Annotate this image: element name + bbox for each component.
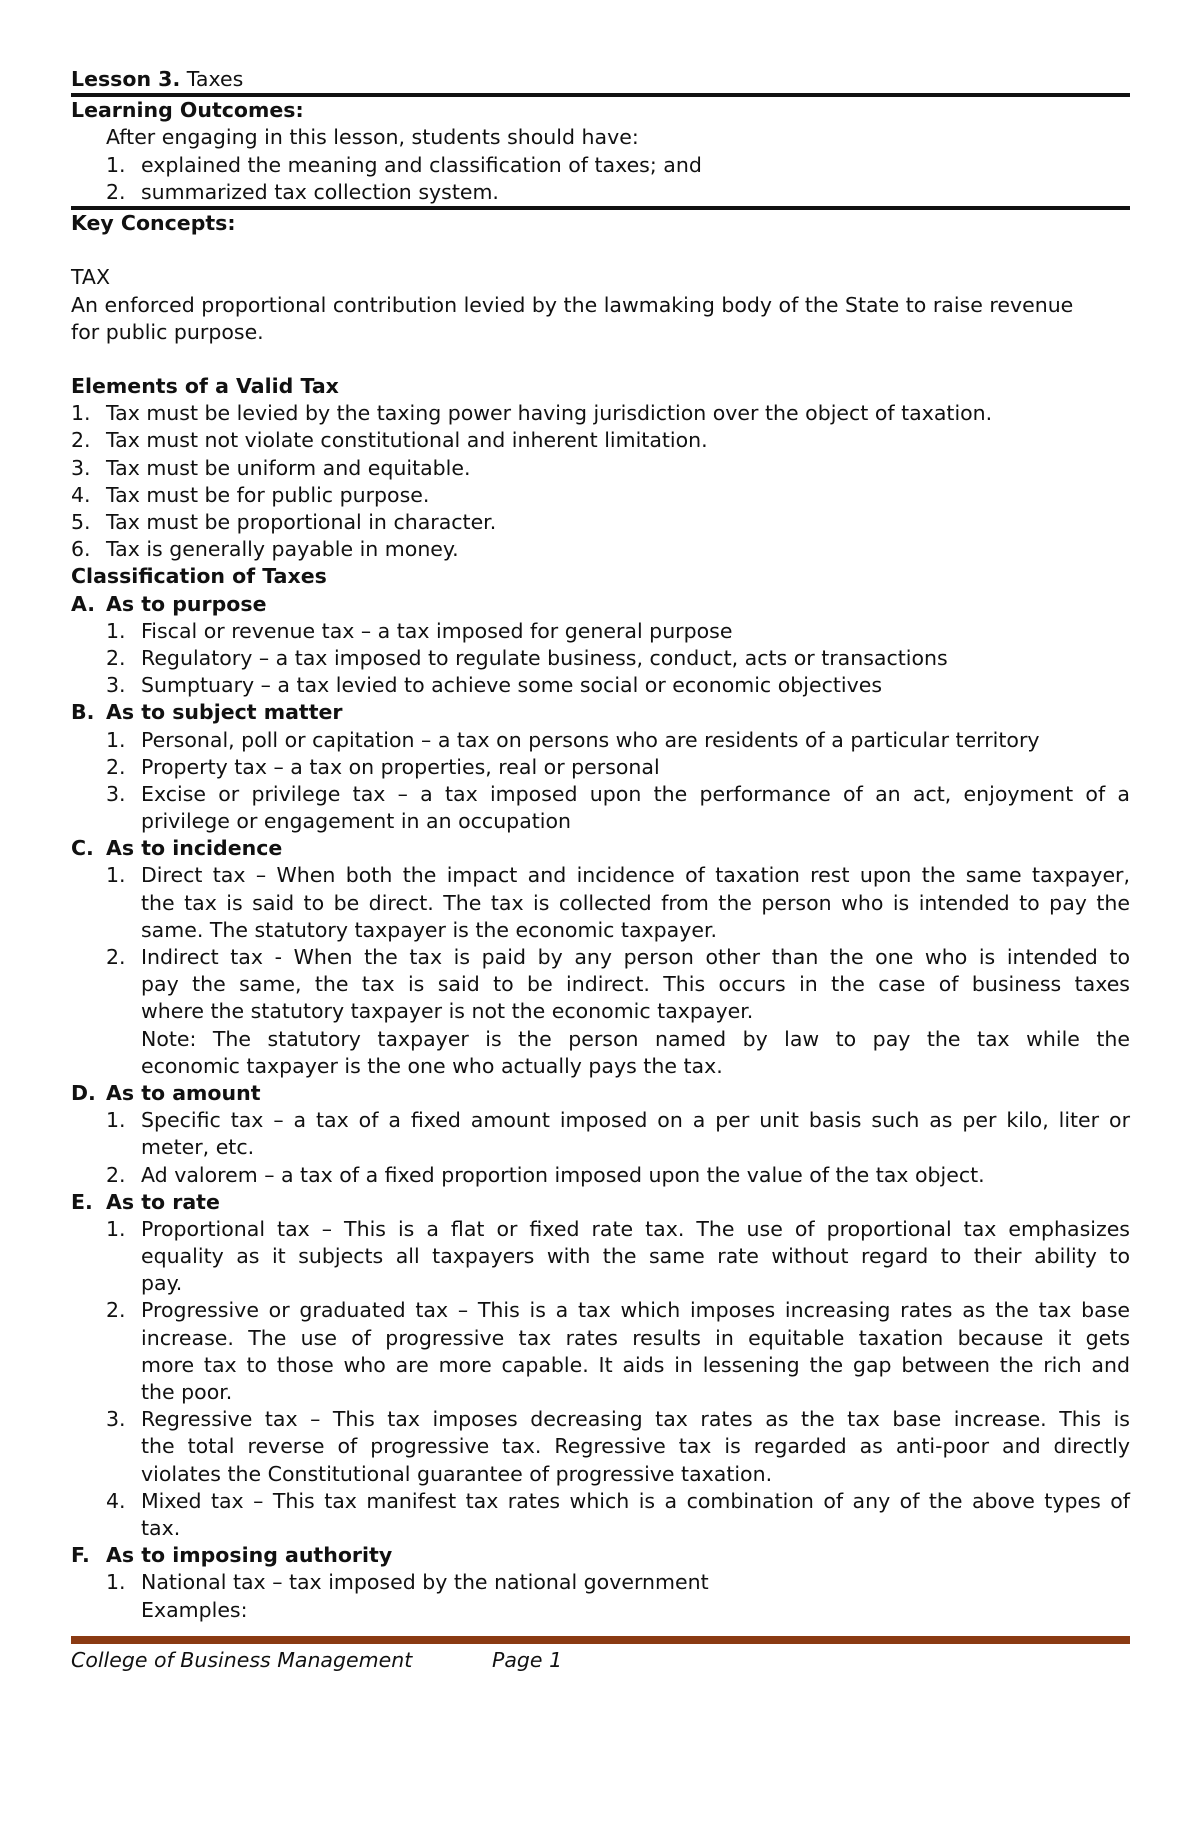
- list-item: 2. Property tax – a tax on properties, real or personal: [106, 754, 660, 779]
- list-item-continuation: violates the Constitutional guarantee of progressive taxation.: [141, 1461, 773, 1486]
- note-text: Note: The statutory taxpayer is the person named by law to pay the tax while the: [141, 1026, 1130, 1051]
- list-item: 2. Tax must not violate constitutional and inherent limitation.: [71, 428, 708, 453]
- tax-definition: for public purpose.: [71, 319, 264, 344]
- list-item: 1. Tax must be levied by the taxing power having jurisdiction over the object of taxation.: [71, 401, 993, 426]
- section-heading: B. As to subject matter: [71, 700, 343, 725]
- list-item-continuation: pay the same, the tax is said to be indirect. This occurs in the case of business taxes: [141, 972, 1130, 997]
- list-item: 1. Direct tax – When both the impact and incidence of taxation rest upon the same taxpayer,: [106, 863, 1130, 888]
- list-item-continuation: more tax to those who are more capable. It aids in lessening the gap between the rich and: [141, 1352, 1130, 1377]
- list-item: 3. Regressive tax – This tax imposes decreasing tax rates as the tax base increase. This is: [106, 1407, 1130, 1432]
- list-item: 1. Specific tax – a tax of a fixed amount imposed on a per unit basis such as per kilo, liter or: [106, 1108, 1130, 1133]
- list-item-continuation: same. The statutory taxpayer is the economic taxpayer.: [141, 917, 718, 942]
- elements-heading: Elements of a Valid Tax: [71, 374, 339, 399]
- list-item-continuation: pay.: [141, 1271, 183, 1296]
- list-item: 4. Tax must be for public purpose.: [71, 482, 430, 507]
- list-item: 3. Sumptuary – a tax levied to achieve some social or economic objectives: [106, 673, 882, 698]
- list-item-continuation: meter, etc.: [141, 1135, 255, 1160]
- list-item-continuation: privilege or engagement in an occupation: [141, 809, 572, 834]
- section-heading: E. As to rate: [71, 1189, 220, 1214]
- tax-definition: An enforced proportional contribution levied by the lawmaking body of the State to raise revenue: [71, 292, 1074, 317]
- lesson-topic: Taxes: [186, 67, 244, 91]
- note-text: economic taxpayer is the one who actually pays the tax.: [141, 1053, 723, 1078]
- section-heading: D. As to amount: [71, 1080, 261, 1105]
- key-concepts-heading: Key Concepts:: [71, 210, 236, 235]
- list-item-continuation: the poor.: [141, 1380, 233, 1404]
- list-item-continuation: tax.: [141, 1515, 181, 1540]
- list-item: 1. Proportional tax – This is a flat or fixed rate tax. The use of proportional tax emphasizes: [106, 1216, 1130, 1241]
- section-heading: F. As to imposing authority: [71, 1543, 393, 1568]
- list-item-continuation: the tax is said to be direct. The tax is collected from the person who is intended to pay the: [141, 890, 1130, 915]
- list-item-continuation: the total reverse of progressive tax. Regressive tax is regarded as anti-poor and directly: [141, 1434, 1130, 1459]
- list-item: 2. Regulatory – a tax imposed to regulate business, conduct, acts or transactions: [106, 645, 948, 670]
- list-item: 5. Tax must be proportional in character.: [71, 510, 497, 534]
- list-item: 1. Personal, poll or capitation – a tax on persons who are residents of a particular territory: [106, 727, 1040, 752]
- list-item: 2. Progressive or graduated tax – This is a tax which imposes increasing rates as the tax base: [106, 1298, 1130, 1323]
- list-item: 2. Indirect tax - When the tax is paid by any person other than the one who is intended to: [106, 945, 1130, 969]
- page-footer: [71, 1647, 563, 1674]
- tax-heading: TAX: [71, 265, 110, 290]
- list-item: 3. Tax must be uniform and equitable.: [71, 455, 471, 480]
- lesson-title: [71, 66, 1130, 93]
- document-page: [71, 66, 1130, 1624]
- footer-divider: [71, 1636, 1130, 1644]
- list-item: 6. Tax is generally payable in money.: [71, 537, 459, 562]
- outcome-item: 2. summarized tax collection system.: [106, 179, 499, 204]
- outcomes-intro: After engaging in this lesson, students should have:: [106, 125, 639, 150]
- list-item: 2. Ad valorem – a tax of a fixed proportion imposed upon the value of the tax object.: [106, 1162, 985, 1187]
- list-item: 3. Excise or privilege tax – a tax imposed upon the performance of an act, enjoyment of a: [106, 781, 1130, 806]
- section-heading: C. As to incidence: [71, 836, 283, 861]
- list-item-continuation: equality as it subjects all taxpayers with the same rate without regard to their ability to: [141, 1244, 1130, 1269]
- footer-college: College of Business Management: [71, 1648, 413, 1672]
- list-item-continuation: Examples:: [141, 1597, 248, 1622]
- footer-page-number: Page 1: [492, 1648, 563, 1672]
- outcome-item: 1. explained the meaning and classification of taxes; and: [106, 152, 702, 177]
- list-item-continuation: increase. The use of progressive tax rates results in equitable taxation because it gets: [141, 1325, 1130, 1350]
- outcomes-heading: Learning Outcomes:: [71, 98, 304, 123]
- classification-heading: Classification of Taxes: [71, 564, 327, 589]
- section-heading: A. As to purpose: [71, 591, 267, 616]
- lesson-label: Lesson 3.: [71, 67, 181, 91]
- list-item: 4. Mixed tax – This tax manifest tax rates which is a combination of any of the above types of: [106, 1488, 1130, 1513]
- list-item: 1. National tax – tax imposed by the national government: [106, 1570, 709, 1595]
- list-item-continuation: where the statutory taxpayer is not the economic taxpayer.: [141, 999, 754, 1024]
- list-item: 1. Fiscal or revenue tax – a tax imposed for general purpose: [106, 618, 733, 643]
